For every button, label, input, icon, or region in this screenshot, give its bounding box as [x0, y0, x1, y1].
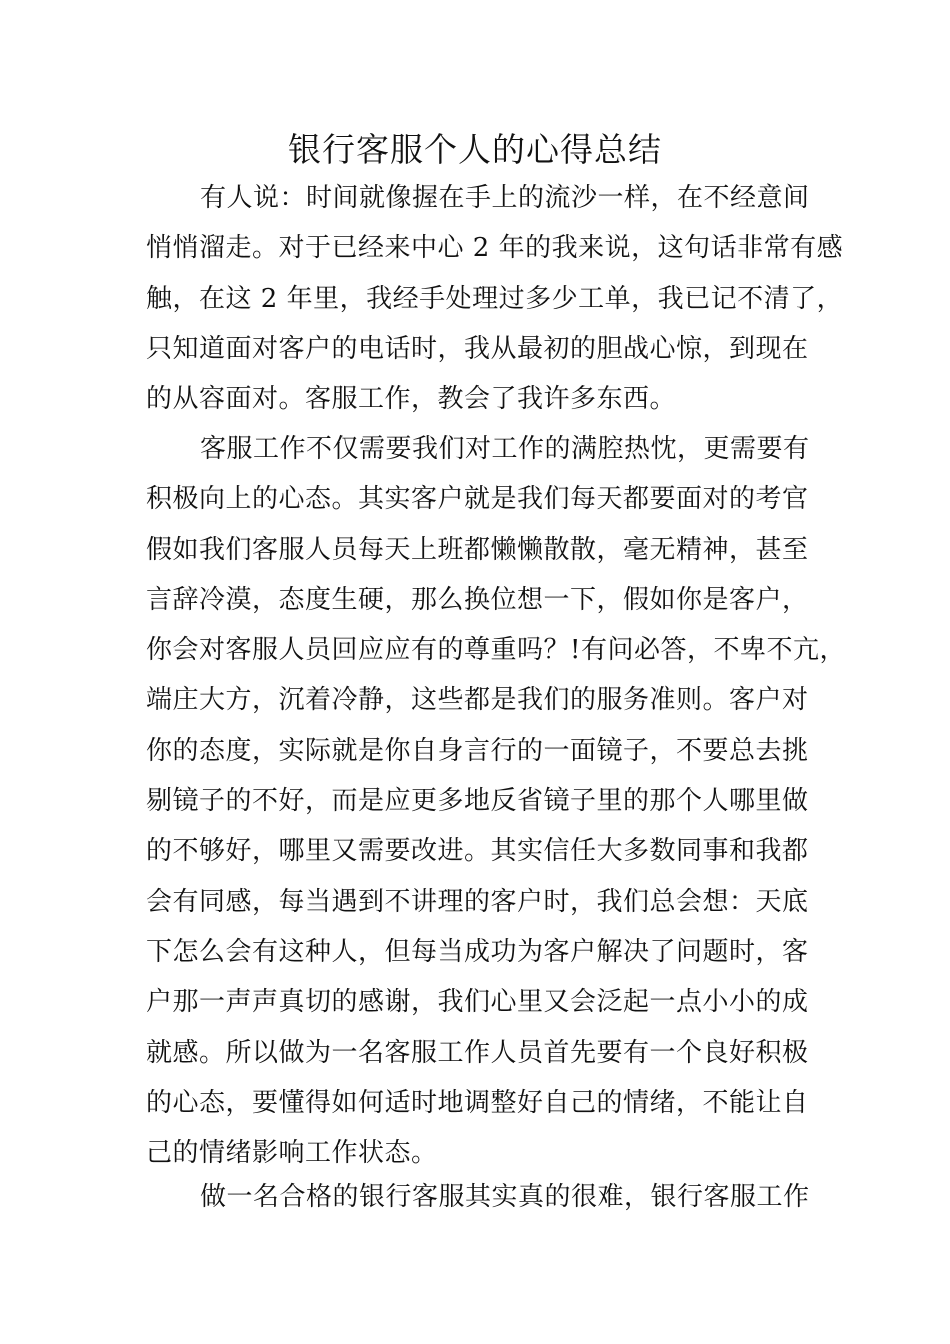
paragraph-line: 的心态，要懂得如何适时地调整好自己的情绪，不能让自	[146, 1087, 809, 1118]
paragraph-line: 剔镜子的不好，而是应更多地反省镜子里的那个人哪里做	[146, 786, 809, 817]
paragraph-2	[146, 424, 846, 1178]
paragraph-line: 的不够好，哪里又需要改进。其实信任大多数同事和我都	[146, 836, 809, 867]
paragraph-line: 假如我们客服人员每天上班都懒懒散散，毫无精神，甚至	[146, 534, 809, 565]
paragraph-line: 做一名合格的银行客服其实真的很难，银行客服工作	[200, 1182, 810, 1212]
paragraph-1	[146, 173, 844, 424]
paragraph-line: 你会对客服人员回应应有的尊重吗？!有问必答，不卑不亢，	[146, 635, 846, 666]
paragraph-line: 的从容面对。客服工作，教会了我许多东西。	[146, 384, 677, 415]
paragraph-3	[146, 1172, 811, 1222]
paragraph-line: 积极向上的心态。其实客户就是我们每天都要面对的考官	[146, 484, 809, 515]
paragraph-line: 你的态度，实际就是你自身言行的一面镜子，不要总去挑	[146, 735, 809, 766]
paragraph-line: 客服工作不仅需要我们对工作的满腔热忱，更需要有	[200, 434, 810, 464]
paragraph-line: 有人说：时间就像握在手上的流沙一样，在不经意间	[200, 183, 810, 213]
paragraph-line: 下怎么会有这种人，但每当成功为客户解决了问题时，客	[146, 936, 809, 967]
document-title: 银行客服个人的心得总结	[288, 130, 662, 169]
paragraph-line: 端庄大方，沉着冷静，这些都是我们的服务准则。客户对	[146, 685, 809, 716]
paragraph-line: 会有同感，每当遇到不讲理的客户时，我们总会想：天底	[146, 886, 809, 917]
paragraph-line: 言辞冷漠，态度生硬，那么换位想一下，假如你是客户，	[146, 584, 809, 615]
paragraph-line: 触，在这 2 年里，我经手处理过多少工单，我已记不清了，	[146, 283, 844, 314]
paragraph-line: 户那一声声真切的感谢，我们心里又会泛起一点小小的成	[146, 987, 809, 1018]
paragraph-line: 就感。所以做为一名客服工作人员首先要有一个良好积极	[146, 1037, 809, 1068]
paragraph-line: 己的情绪影响工作状态。	[146, 1138, 438, 1169]
paragraph-line: 悄悄溜走。对于已经来中心 2 年的我来说，这句话非常有感	[146, 233, 844, 264]
paragraph-line: 只知道面对客户的电话时，我从最初的胆战心惊，到现在	[146, 333, 809, 364]
